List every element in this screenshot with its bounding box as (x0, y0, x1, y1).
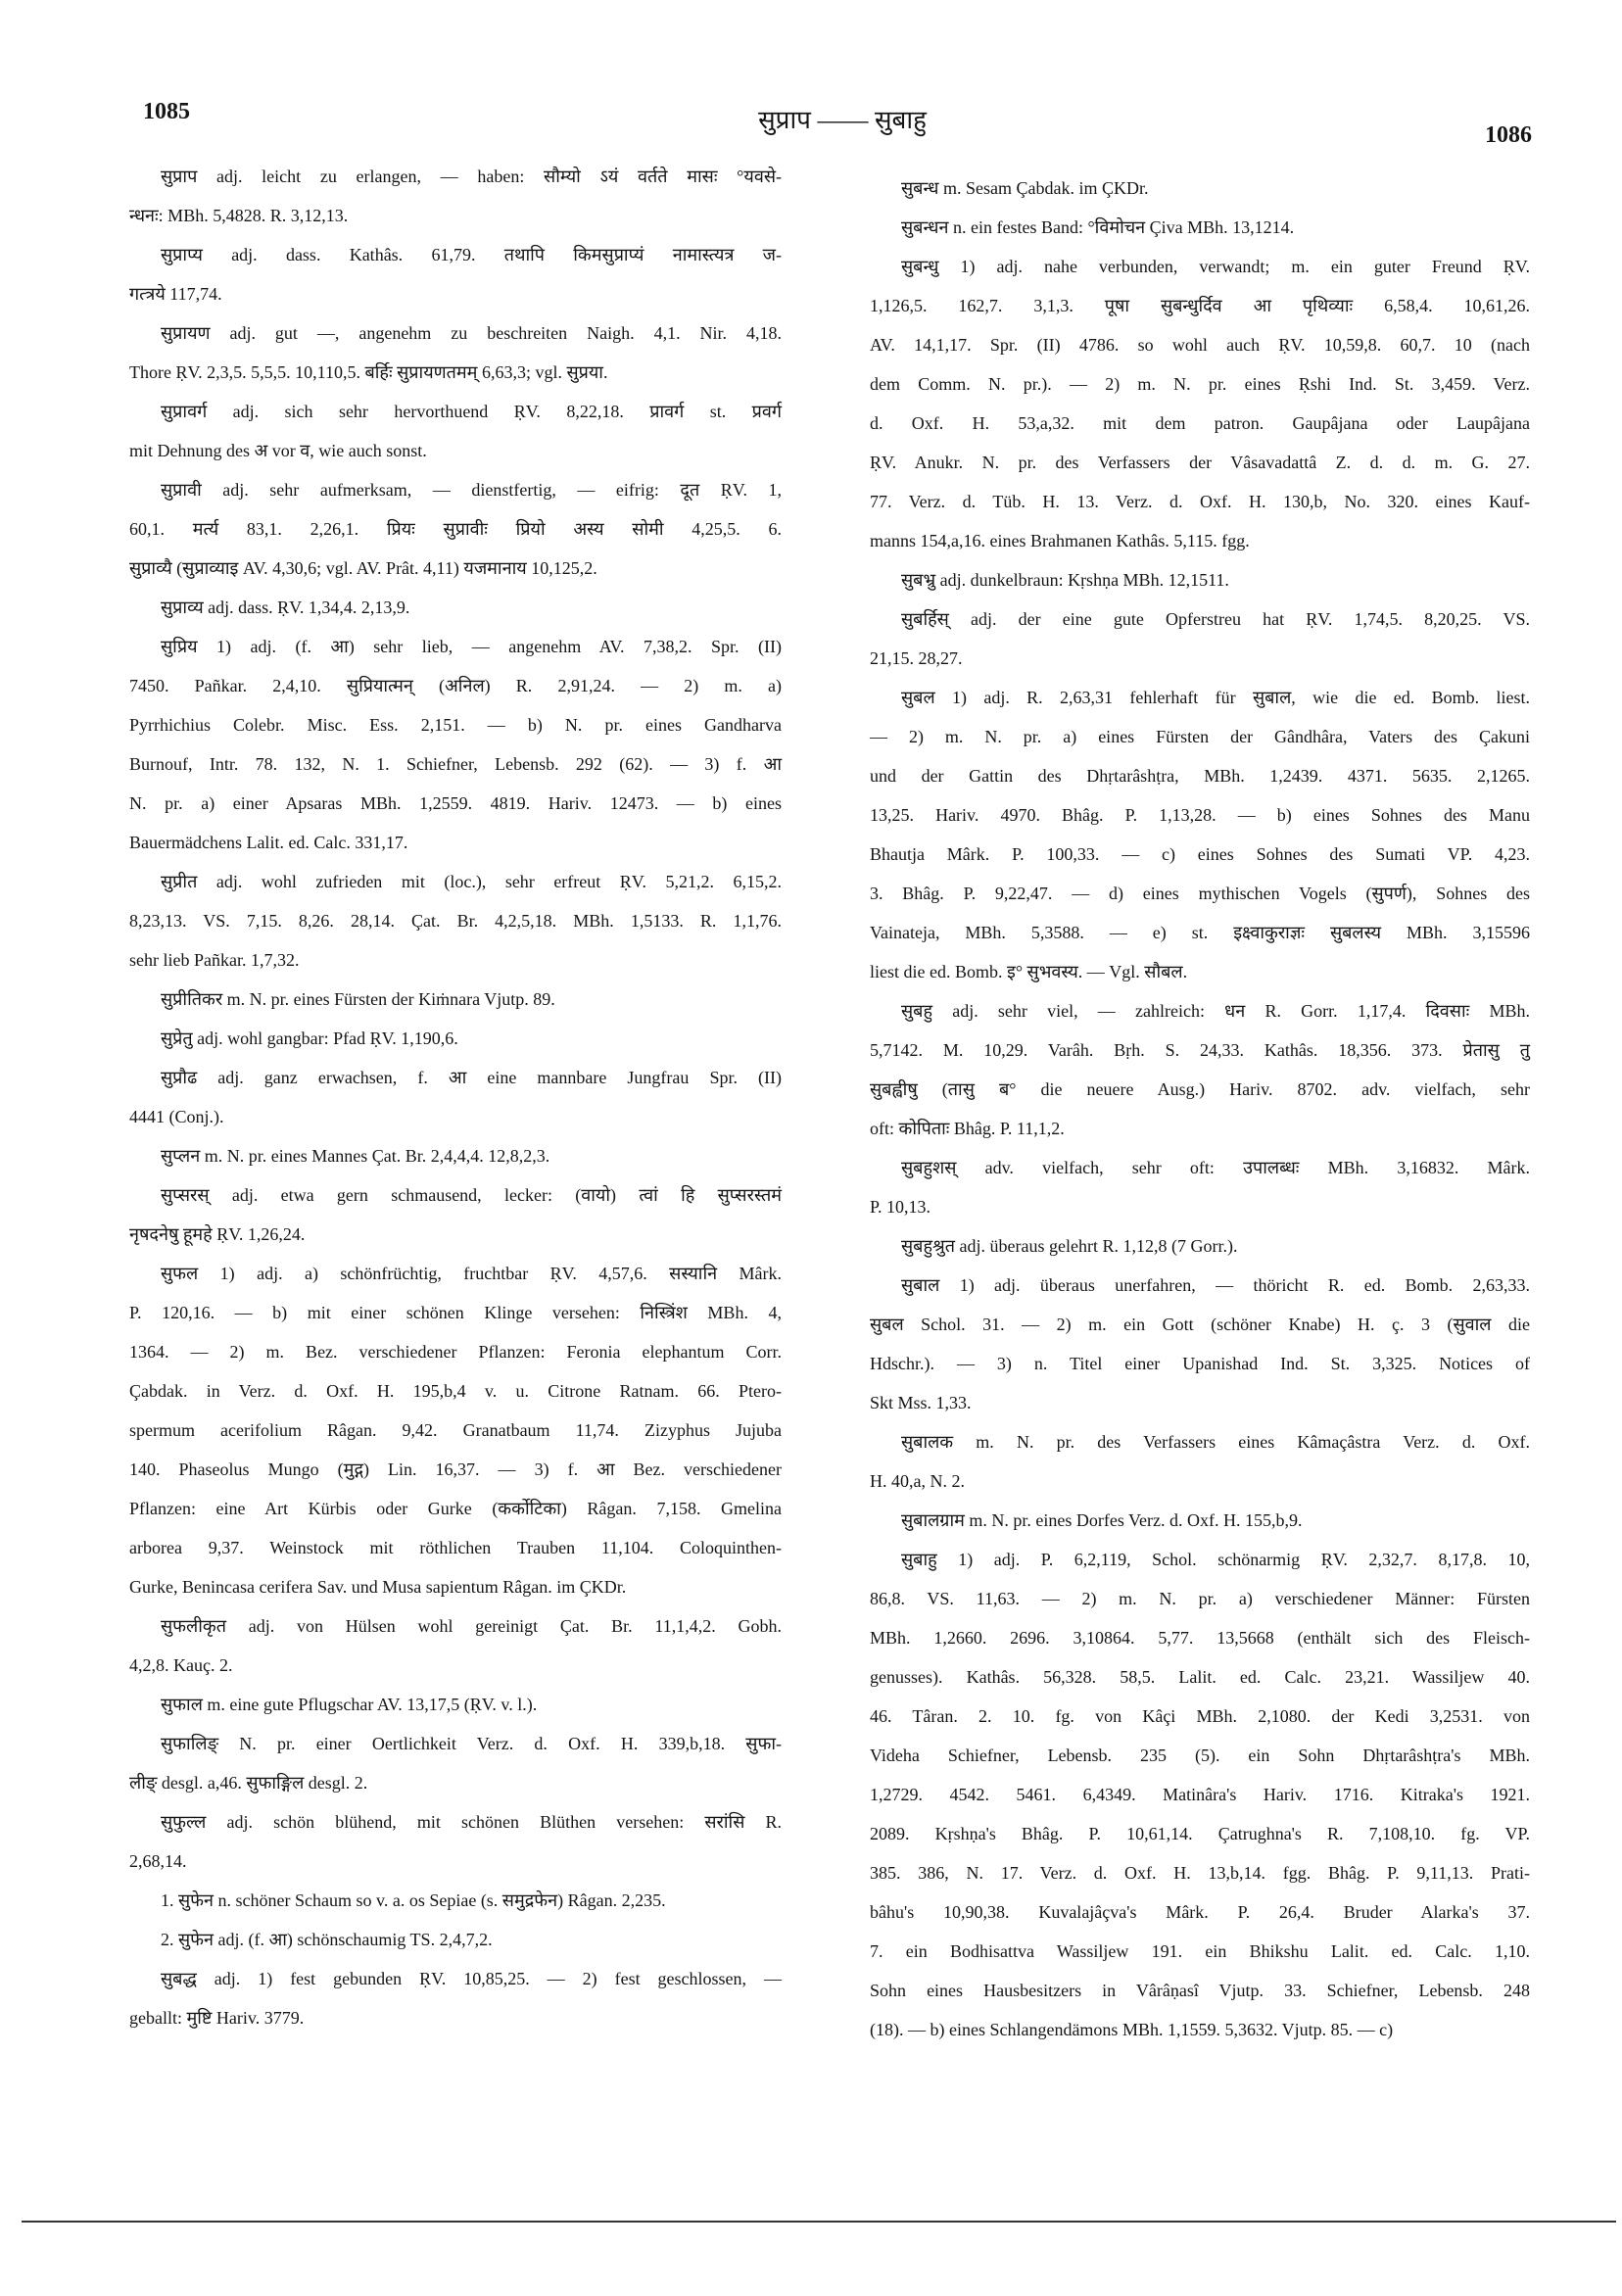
dictionary-entry (129, 157, 782, 235)
entry-line: spermum acerifolium Râgan. 9,42. Granatbaum 11,74. Zizyphus Jujuba (129, 1420, 782, 1440)
right-column (870, 168, 1530, 2049)
entry-line: 60,1. मर्त्य 83,1. 2,26,1. प्रियः सुप्रावीः प्रियो अस्य सोमी 4,25,5. 6. (129, 519, 782, 539)
entry-line: 2089. Kṛshṇa's Bhâg. P. 10,61,14. Çatrughna's R. 7,108,10. fg. VP. (870, 1824, 1530, 1843)
entry-line: Sohn eines Hausbesitzers in Vârâṇasî Vjutp. 33. Schiefner, Lebensb. 248 (870, 1981, 1530, 2000)
entry-line: 1364. — 2) m. Bez. verschiedener Pflanzen: Feronia elephantum Corr. (129, 1342, 782, 1362)
entry-line: 2,68,14. (129, 1851, 187, 1871)
entry-headline: सुप्राव्य adj. dass. ṚV. 1,34,4. 2,13,9. (161, 598, 410, 617)
entry-headline: सुप्सरस् adj. etwa gern schmausend, lecker: (वायो) त्वां हि सुप्सरस्तमं (161, 1185, 782, 1205)
dictionary-entry (129, 1802, 782, 1881)
dictionary-entry (129, 470, 782, 588)
entry-headline: सुफुल्ल adj. schön blühend, mit schönen Blüthen versehen: सरांसि R. (161, 1812, 782, 1832)
entry-line: — 2) m. N. pr. a) eines Fürsten der Gândhâra, Vaters des Çakuni (870, 727, 1530, 746)
dictionary-entry (870, 208, 1530, 247)
dictionary-entry (129, 313, 782, 392)
entry-line: 140. Phaseolus Mungo (मुद्ग) Lin. 16,37. — 3) f. आ Bez. verschiedener (129, 1459, 782, 1479)
entry-headline: सुबर्हिस् adj. der eine gute Opferstreu hat ṚV. 1,74,5. 8,20,25. VS. (901, 609, 1530, 629)
dictionary-entry (129, 1724, 782, 1802)
entry-line: arborea 9,37. Weinstock mit röthlichen Trauben 11,104. Coloquinthen- (129, 1538, 782, 1557)
entry-line: 4,2,8. Kauç. 2. (129, 1655, 233, 1675)
entry-line: Bauermädchens Lalit. ed. Calc. 331,17. (129, 833, 408, 852)
entry-headline: सुप्राप्य adj. dass. Kathâs. 61,79. तथापि किमसुप्राप्यं नामास्त्यत्र ज- (161, 245, 782, 264)
entry-headline: सुबालक m. N. pr. des Verfassers eines Kâmaçâstra Verz. d. Oxf. (901, 1432, 1530, 1452)
dictionary-entry (129, 1920, 782, 1959)
entry-line: H. 40,a, N. 2. (870, 1471, 965, 1491)
entry-line: Bhautja Mârk. P. 100,33. — c) eines Sohnes des Sumati VP. 4,23. (870, 844, 1530, 864)
entry-line: Çabdak. in Verz. d. Oxf. H. 195,b,4 v. u. Citrone Ratnam. 66. Ptero- (129, 1381, 782, 1401)
entry-headline: सुबद्ध adj. 1) fest gebunden ṚV. 10,85,25. — 2) fest geschlossen, — (161, 1969, 782, 1988)
dictionary-entry (129, 1175, 782, 1254)
dictionary-entry (870, 1540, 1530, 2049)
entry-headline: सुप्रायण adj. gut —, angenehm zu beschreiten Naigh. 4,1. Nir. 4,18. (161, 323, 782, 343)
entry-line: 21,15. 28,27. (870, 648, 963, 668)
entry-headline: सुबन्धन n. ein festes Band: °विमोचन Çiva MBh. 13,1214. (901, 217, 1295, 237)
entry-headline: सुप्रेतु adj. wohl gangbar: Pfad ṚV. 1,190,6. (161, 1028, 458, 1048)
dictionary-entry (129, 980, 782, 1019)
dictionary-entry (870, 168, 1530, 208)
entry-line: P. 120,16. — b) mit einer schönen Klinge versehen: निस्त्रिंश MBh. 4, (129, 1303, 782, 1322)
entry-line: N. pr. a) einer Apsaras MBh. 1,2559. 4819. Hariv. 12473. — b) eines (129, 793, 782, 813)
entry-headline: सुप्रावर्ग adj. sich sehr hervorthuend ṚV. 8,22,18. प्रावर्ग st. प्रवर्ग (161, 402, 782, 421)
entry-line: 77. Verz. d. Tüb. H. 13. Verz. d. Oxf. H. 130,b, No. 320. eines Kauf- (870, 492, 1530, 511)
entry-line: ṚV. Anukr. N. pr. des Verfassers der Vâsavadattâ Z. d. d. m. G. 27. (870, 453, 1530, 472)
running-title: सुप्राप —— सुबाहु (758, 106, 927, 134)
dictionary-entry (129, 235, 782, 313)
entry-line: 13,25. Hariv. 4970. Bhâg. P. 1,13,28. — b) eines Sohnes des Manu (870, 805, 1530, 825)
entry-line: oft: कोपिताः Bhâg. P. 11,1,2. (870, 1119, 1065, 1138)
entry-headline: सुप्रौढ adj. ganz erwachsen, f. आ eine mannbare Jungfrau Spr. (II) (161, 1068, 782, 1087)
dictionary-entry (870, 560, 1530, 599)
entry-headline: सुबाहु 1) adj. P. 6,2,119, Schol. schönarmig ṚV. 2,32,7. 8,17,8. 10, (901, 1550, 1530, 1569)
dictionary-entry (870, 1501, 1530, 1540)
entry-line: Videha Schiefner, Lebensb. 235 (5). ein Sohn Dhṛtarâshṭra's MBh. (870, 1746, 1530, 1765)
entry-line: Skt Mss. 1,33. (870, 1393, 972, 1412)
dictionary-entry (129, 862, 782, 980)
dictionary-entry (129, 1606, 782, 1685)
entry-line: सुप्राव्यै (सुप्राव्याइ AV. 4,30,6; vgl. AV. Prât. 4,11) यजमानाय 10,125,2. (129, 558, 597, 578)
dictionary-entry (870, 1148, 1530, 1226)
entry-line: लीङ् desgl. a,46. सुफाङ्गिल desgl. 2. (129, 1773, 368, 1793)
dictionary-entry (129, 1685, 782, 1724)
dictionary-entry (129, 1959, 782, 2037)
entry-line: गत्त्रये 117,74. (129, 284, 222, 304)
page-number-right: 1086 (1485, 122, 1532, 148)
dictionary-entry (870, 247, 1530, 560)
entry-headline: सुबहु adj. sehr viel, — zahlreich: धन R. Gorr. 1,17,4. दिवसाः MBh. (901, 1001, 1530, 1021)
entry-line: Gurke, Benincasa cerifera Sav. und Musa sapientum Râgan. im ÇKDr. (129, 1577, 627, 1597)
entry-headline: सुप्लन m. N. pr. eines Mannes Çat. Br. 2,4,4,4. 12,8,2,3. (161, 1146, 550, 1166)
entry-line: 3. Bhâg. P. 9,22,47. — d) eines mythischen Vogels (सुपर्ण), Sohnes des (870, 884, 1530, 903)
entry-line: 8,23,13. VS. 7,15. 8,26. 28,14. Çat. Br. 4,2,5,18. MBh. 1,5133. R. 1,1,76. (129, 911, 782, 931)
entry-line: नृषदनेषु हूमहे ṚV. 1,26,24. (129, 1224, 306, 1244)
entry-headline: सुबन्धु 1) adj. nahe verbunden, verwandt; m. ein guter Freund ṚV. (901, 257, 1530, 276)
entry-line: manns 154,a,16. eines Brahmanen Kathâs. 5,115. fgg. (870, 531, 1250, 550)
entry-headline: सुबालग्राम m. N. pr. eines Dorfes Verz. d. Oxf. H. 155,b,9. (901, 1510, 1303, 1530)
entry-line: (18). — b) eines Schlangendämons MBh. 1,1559. 5,3632. Vjutp. 85. — c) (870, 2020, 1394, 2039)
dictionary-entry (870, 991, 1530, 1148)
entry-line: bâhu's 10,90,38. Kuvalajâçva's Mârk. P. 26,4. Bruder Alarka's 37. (870, 1902, 1530, 1922)
entry-headline: सुबल 1) adj. R. 2,63,31 fehlerhaft für सुबाल, wie die ed. Bomb. liest. (901, 688, 1530, 707)
entry-headline: सुबहुश्रुत adj. überaus gelehrt R. 1,12,8 (7 Gorr.). (901, 1236, 1238, 1256)
entry-headline: सुप्रिय 1) adj. (f. आ) sehr lieb, — angenehm AV. 7,38,2. Spr. (II) (161, 637, 782, 656)
entry-line: 5,7142. M. 10,29. Varâh. Bṛh. S. 24,33. Kathâs. 18,356. 373. प्रेतासु तु (870, 1040, 1530, 1060)
bottom-rule (22, 2221, 1616, 2223)
dictionary-entry (129, 627, 782, 862)
entry-line: Pyrrhichius Colebr. Misc. Ess. 2,151. — b) N. pr. eines Gandharva (129, 715, 782, 735)
entry-line: geballt: मुष्टि Hariv. 3779. (129, 2008, 305, 2028)
entry-line: Thore ṚV. 2,3,5. 5,5,5. 10,110,5. बर्हिः सुप्रायणतमम् 6,63,3; vgl. सुप्रया. (129, 362, 608, 382)
dictionary-entry (129, 1019, 782, 1058)
entry-line: 7. ein Bodhisattva Wassiljew 191. ein Bhikshu Lalit. ed. Calc. 1,10. (870, 1941, 1530, 1961)
entry-line: Burnouf, Intr. 78. 132, N. 1. Schiefner, Lebensb. 292 (62). — 3) f. आ (129, 754, 782, 774)
entry-headline: सुप्रीतिकर m. N. pr. eines Fürsten der Kiṁnara Vjutp. 89. (161, 989, 555, 1009)
entry-line: d. Oxf. H. 53,a,32. mit dem patron. Gaupâjana oder Laupâjana (870, 413, 1530, 433)
dictionary-entry (870, 1266, 1530, 1422)
entry-line: Vainateja, MBh. 5,3588. — e) st. इक्ष्वाकुराज्ञः सुबलस्य MBh. 3,15596 (870, 923, 1530, 942)
page-number-left: 1085 (143, 99, 190, 124)
entry-line: 4441 (Conj.). (129, 1107, 224, 1126)
entry-line: 7450. Pañkar. 2,4,10. सुप्रियात्मन् (अनिल) R. 2,91,24. — 2) m. a) (129, 676, 782, 695)
entry-headline: 1. सुफेन n. schöner Schaum so v. a. os Sepiae (s. समुद्रफेन) Râgan. 2,235. (161, 1890, 666, 1910)
entry-line: mit Dehnung des अ vor व, wie auch sonst. (129, 441, 427, 460)
entry-line: dem Comm. N. pr.). — 2) m. N. pr. eines Ṛshi Ind. St. 3,459. Verz. (870, 374, 1530, 394)
entry-headline: सुफलीकृत adj. von Hülsen wohl gereinigt Çat. Br. 11,1,4,2. Gobh. (161, 1616, 782, 1636)
dictionary-entry (870, 599, 1530, 678)
entry-line: sehr lieb Pañkar. 1,7,32. (129, 950, 300, 970)
entry-headline: सुफाल m. eine gute Pflugschar AV. 13,17,5 (ṚV. v. l.). (161, 1695, 538, 1714)
entry-headline: सुबन्ध m. Sesam Çabdak. im ÇKDr. (901, 178, 1149, 198)
entry-line: 46. Târan. 2. 10. fg. von Kâçi MBh. 2,1080. der Kedi 3,2531. von (870, 1706, 1530, 1726)
entry-headline: सुप्राप adj. leicht zu erlangen, — haben: सौम्यो ऽयं वर्तते मासः °यवसे- (161, 167, 782, 186)
entry-headline: सुफालिङ् N. pr. einer Oertlichkeit Verz. d. Oxf. H. 339,b,18. सुफा- (161, 1734, 782, 1753)
entry-line: AV. 14,1,17. Spr. (II) 4786. so wohl auch ṚV. 10,59,8. 60,7. 10 (nach (870, 335, 1530, 355)
dictionary-entry (870, 1226, 1530, 1266)
left-column (129, 157, 782, 2037)
entry-headline: 2. सुफेन adj. (f. आ) schönschaumig TS. 2,4,7,2. (161, 1930, 493, 1949)
entry-line: und der Gattin des Dhṛtarâshṭra, MBh. 1,2439. 4371. 5635. 2,1265. (870, 766, 1530, 786)
entry-headline: सुबहुशस् adv. vielfach, sehr oft: उपालब्धः MBh. 3,16832. Mârk. (901, 1158, 1530, 1177)
dictionary-entry (129, 1136, 782, 1175)
entry-headline: सुप्रीत adj. wohl zufrieden mit (loc.), sehr erfreut ṚV. 5,21,2. 6,15,2. (161, 872, 782, 891)
dictionary-entry (129, 392, 782, 470)
entry-line: न्धनः: MBh. 5,4828. R. 3,12,13. (129, 206, 349, 225)
entry-line: genusses). Kathâs. 56,328. 58,5. Lalit. ed. Calc. 23,21. Wassiljew 40. (870, 1667, 1530, 1687)
entry-headline: सुबभ्रु adj. dunkelbraun: Kṛshṇa MBh. 12,1511. (901, 570, 1229, 590)
entry-line: सुबल Schol. 31. — 2) m. ein Gott (schöner Knabe) H. ç. 3 (सुवाल die (870, 1315, 1530, 1334)
entry-line: सुबह्वीषु (तासु ब° die neuere Ausg.) Hariv. 8702. adv. vielfach, sehr (870, 1079, 1530, 1099)
entry-headline: सुप्रावी adj. sehr aufmerksam, — dienstfertig, — eifrig: दूत ṚV. 1, (161, 480, 782, 500)
dictionary-entry (129, 1058, 782, 1136)
entry-line: liest die ed. Bomb. इ° सुभवस्य. — Vgl. सौबल. (870, 962, 1188, 981)
dictionary-entry (870, 1422, 1530, 1501)
entry-line: 385. 386, N. 17. Verz. d. Oxf. H. 13,b,14. fgg. Bhâg. P. 9,11,13. Prati- (870, 1863, 1530, 1883)
entry-line: P. 10,13. (870, 1197, 931, 1217)
entry-line: 86,8. VS. 11,63. — 2) m. N. pr. a) verschiedener Männer: Fürsten (870, 1589, 1530, 1608)
dictionary-entry (129, 1881, 782, 1920)
dictionary-entry (129, 588, 782, 627)
entry-headline: सुफल 1) adj. a) schönfrüchtig, fruchtbar ṚV. 4,57,6. सस्यानि Mârk. (161, 1264, 782, 1283)
entry-headline: सुबाल 1) adj. überaus unerfahren, — thöricht R. ed. Bomb. 2,63,33. (901, 1275, 1530, 1295)
dictionary-entry (129, 1254, 782, 1606)
entry-line: Hdschr.). — 3) n. Titel einer Upanishad Ind. St. 3,325. Notices of (870, 1354, 1530, 1373)
entry-line: Pflanzen: eine Art Kürbis oder Gurke (कर्कोटिका) Râgan. 7,158. Gmelina (129, 1499, 782, 1518)
dictionary-entry (870, 678, 1530, 991)
entry-line: MBh. 1,2660. 2696. 3,10864. 5,77. 13,5668 (enthält sich des Fleisch- (870, 1628, 1530, 1648)
entry-line: 1,126,5. 162,7. 3,1,3. पूषा सुबन्धुर्दिव आ पृथिव्याः 6,58,4. 10,61,26. (870, 296, 1530, 315)
entry-line: 1,2729. 4542. 5461. 6,4349. Matinâra's Hariv. 1716. Kitraka's 1921. (870, 1785, 1530, 1804)
